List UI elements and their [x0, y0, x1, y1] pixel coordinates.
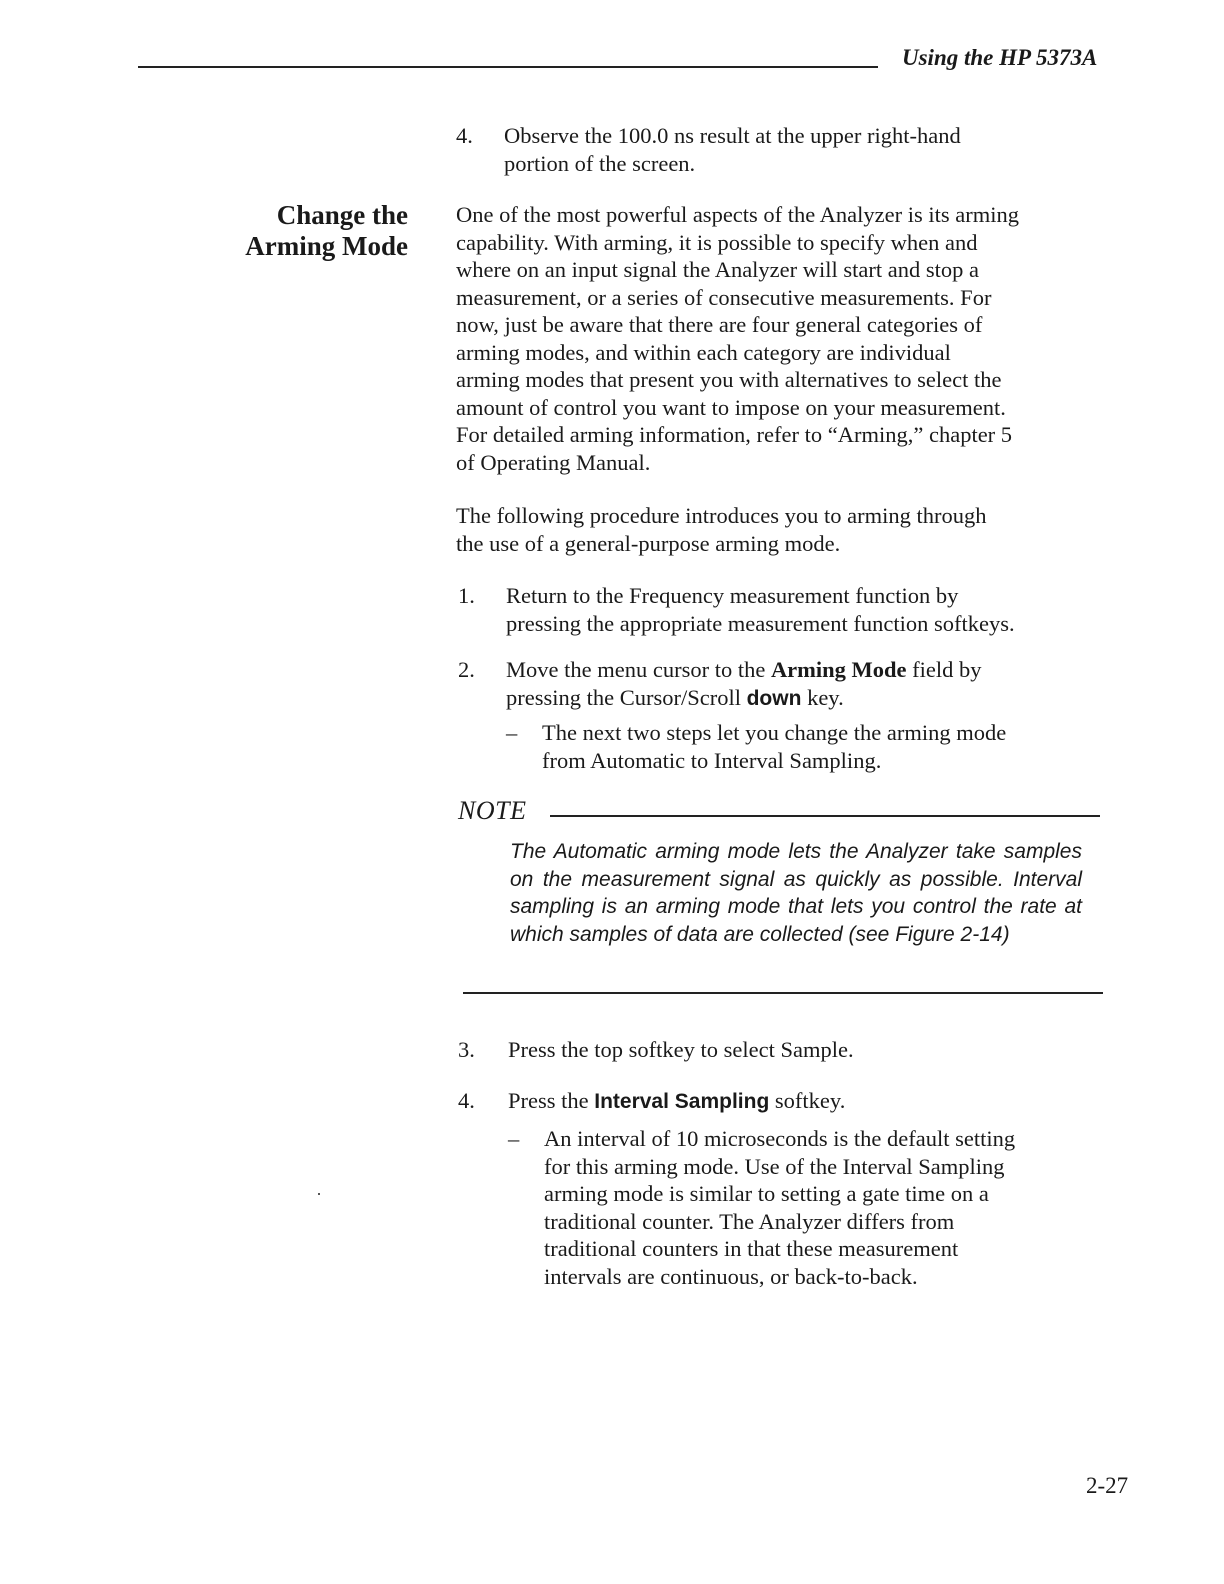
substep-line: from Automatic to Interval Sampling.	[542, 747, 882, 773]
section-heading-line: Arming Mode	[245, 231, 408, 261]
header-rule	[138, 66, 878, 68]
field-name-arming-mode: Arming Mode	[770, 657, 907, 682]
note-rule-top	[550, 815, 1100, 817]
paragraph-line: The following procedure introduces you to arming through	[456, 503, 987, 528]
step-line: portion of the screen.	[504, 150, 696, 176]
softkey-name-interval-sampling: Interval Sampling	[594, 1090, 770, 1113]
substep-line: An interval of 10 microseconds is the default setting	[544, 1126, 1016, 1151]
substep-line: traditional counter. The Analyzer differs from	[544, 1208, 955, 1234]
paragraph-line: For detailed arming information, refer to “Arming,” chapter 5	[456, 422, 1013, 447]
step-line: Return to the Frequency measurement function by	[506, 583, 959, 608]
dash-bullet: –	[508, 1126, 520, 1151]
paragraph-line: One of the most powerful aspects of the Analyzer is its arming	[456, 202, 1019, 227]
step-text: Press the top softkey to select Sample.	[508, 1037, 854, 1062]
step-text	[508, 1087, 845, 1116]
running-header-title: Using the HP 5373A	[902, 45, 1098, 70]
step-number: 2.	[458, 657, 475, 682]
paragraph-line: capability. With arming, it is possible to specify when and	[456, 229, 978, 255]
paragraph-line: now, just be aware that there are four general categories of	[456, 312, 983, 337]
text-run: Move the menu cursor to the	[506, 657, 771, 682]
step-text	[506, 582, 1015, 637]
step-line	[506, 684, 982, 713]
text-run: pressing the Cursor/Scroll	[506, 684, 747, 710]
paragraph-line: amount of control you want to impose on your measurement.	[456, 394, 1006, 420]
substep-line: arming mode is similar to setting a gate time on a	[544, 1181, 989, 1206]
procedure-intro-paragraph	[456, 502, 987, 557]
substep-line: intervals are continuous, or back-to-back.	[544, 1263, 918, 1289]
step-line	[506, 656, 982, 684]
dash-bullet: –	[506, 720, 518, 745]
section-heading	[200, 200, 408, 262]
substep-text	[544, 1125, 1015, 1290]
note-body: The Automatic arming mode lets the Analyzer take samples on the measurement signal as quickly as possible. Interval sampling is an arming mode that lets you control the rate at which samples of data are collected (see Figure 2-14)	[510, 840, 1082, 946]
section-heading-line: Change the	[276, 200, 408, 230]
paragraph-line: arming modes that present you with alternatives to select the	[456, 367, 1002, 392]
step-text	[504, 122, 961, 177]
substep-line: for this arming mode. Use of the Interval Sampling	[544, 1153, 1005, 1179]
scan-speck	[318, 1193, 320, 1195]
step-number: 4.	[458, 1088, 475, 1113]
step-line: Observe the 100.0 ns result at the upper right-hand	[504, 123, 961, 148]
paragraph-line: where on an input signal the Analyzer will start and stop a	[456, 257, 979, 282]
paragraph-line: arming modes, and within each category are individual	[456, 339, 951, 365]
substep-line: traditional counters in that these measurement	[544, 1236, 959, 1261]
page-number: 2-27	[1086, 1473, 1129, 1498]
key-name-down: down	[746, 686, 802, 710]
paragraph-line: of Operating Manual.	[456, 449, 651, 475]
text-run: key.	[801, 684, 844, 710]
step-line: pressing the appropriate measurement function softkeys.	[506, 610, 1015, 636]
note-rule-bottom	[463, 992, 1103, 994]
text-run: softkey.	[769, 1088, 846, 1113]
step-number: 1.	[458, 583, 475, 608]
paragraph-line: the use of a general-purpose arming mode.	[456, 530, 841, 556]
step-text	[506, 656, 982, 712]
note-label: NOTE	[458, 796, 527, 825]
step-number: 3.	[458, 1037, 475, 1062]
text-run: Press the	[508, 1088, 595, 1113]
paragraph-line: measurement, or a series of consecutive measurements. For	[456, 284, 992, 310]
substep-line: The next two steps let you change the arming mode	[542, 720, 1007, 745]
substep-text	[542, 719, 1006, 774]
intro-paragraph	[456, 201, 1019, 476]
step-number: 4.	[456, 123, 473, 148]
text-run: field by	[906, 657, 982, 682]
